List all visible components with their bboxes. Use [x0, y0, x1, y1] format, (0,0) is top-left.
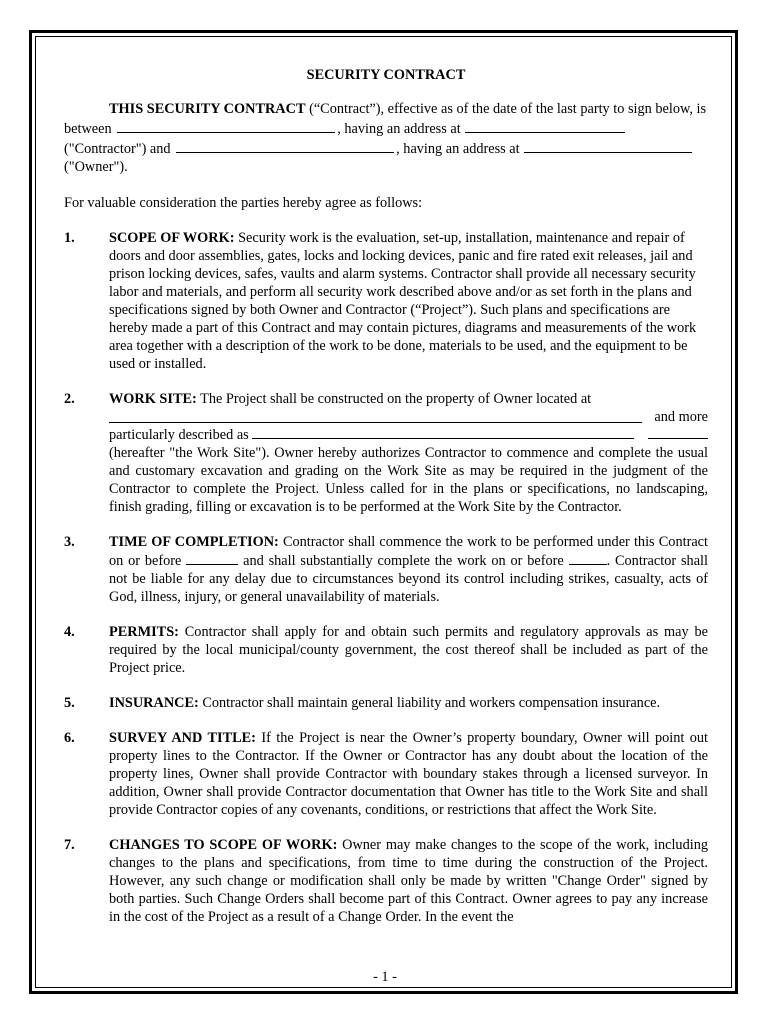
section-text: Contractor shall apply for and obtain such permits and regulatory approvals as may be required by the local municipal/county government, the cost thereof shall be included as part of the Project price. [109, 624, 708, 676]
section-text-continued: (hereafter "the Work Site"). Owner hereby authorizes Contractor to commence and complete the usual and customary excavation and grading on the Work Site as may be required in the judgment of the Contractor to complete the Project. Unless called for in the plans or specifications, no landscaping, finish grading, filling or excavation is to be performed at the Work Site by the Contractor. [109, 445, 708, 515]
section-survey-and-title [64, 729, 708, 819]
section-text: . Contractor shall not be liable for any delay due to circumstances beyond its control including strikes, casualty, acts of God, illness, injury, or general unavailability of materials. [109, 553, 708, 605]
owner-label: ("Owner"). [64, 159, 128, 175]
section-time-of-completion [64, 533, 708, 606]
intro-paragraph [64, 100, 708, 176]
address-label-2: , having an address at [396, 141, 520, 157]
intro-text: (“Contract”), effective as of the date of the last party to sign below, is between [64, 101, 707, 137]
and-more-text: and more [654, 409, 708, 425]
section-text: and shall substantially complete the work on or before [243, 553, 564, 569]
section-heading: INSURANCE: [109, 695, 199, 711]
section-scope-of-work [64, 229, 708, 373]
work-site-location-line [109, 408, 708, 425]
intro-lead: THIS SECURITY CONTRACT [109, 101, 306, 117]
contract-page [64, 64, 708, 926]
section-text: The Project shall be constructed on the property of Owner located at [196, 391, 592, 407]
contractor-and-label: ("Contractor") and [64, 141, 171, 157]
owner-name-blank[interactable] [176, 138, 394, 153]
section-text: Contractor shall commence the work to be performed under this Contract on or before [109, 534, 708, 569]
section-number: 1. [64, 230, 75, 246]
work-site-description-blank[interactable] [252, 425, 634, 439]
section-work-site [64, 390, 708, 516]
section-text: Owner may make changes to the scope of the work, including changes to the plans and specifications, from time to time during the construction of the Project. However, any such change or modification shall only be made by written "Change Order" signed by both parties. Such Change Orders shall become part of this Contract. Owner agrees to pay any increase in the cost of the Project as a result of a Change Order. In the event the [109, 837, 708, 925]
section-heading: SCOPE OF WORK: [109, 230, 235, 246]
address-label-1: , having an address at [337, 121, 461, 137]
section-number: 3. [64, 534, 75, 550]
contractor-address-blank[interactable] [465, 118, 625, 133]
section-number: 2. [64, 391, 75, 407]
consideration-text: For valuable consideration the parties hereby agree as follows: [64, 195, 423, 211]
section-heading: CHANGES TO SCOPE OF WORK: [109, 837, 338, 853]
section-changes-to-scope [64, 836, 708, 926]
section-text: Security work is the evaluation, set-up, installation, maintenance and repair of doors and door assemblies, gates, locks and locking devices, panic and fire rated exit releases, jail and prison locking devices, safes, vaults and alarm systems. Contractor shall provide all necessary security labor and materials, and perform all security work described above and/or as set forth in the plans and specifications signed by both Owner and Contractor (“Project”). Such plans and specifications are hereby made a part of this Contract and may contain pictures, diagrams and measurements of the work area together with a description of the work to be done, materials to be used, and the equipment to be used or installed. [109, 230, 697, 372]
work-site-location-blank[interactable] [109, 422, 642, 423]
section-text: Contractor shall maintain general liability and workers compensation insurance. [198, 695, 661, 711]
page-number: - 1 - [373, 969, 397, 985]
section-insurance [64, 694, 708, 712]
section-number: 6. [64, 730, 75, 746]
section-heading: WORK SITE: [109, 391, 197, 407]
section-heading: PERMITS: [109, 624, 179, 640]
section-permits [64, 623, 708, 677]
work-site-description-tail-blank[interactable] [648, 425, 708, 439]
document-title: SECURITY CONTRACT [306, 67, 466, 83]
section-number: 5. [64, 695, 75, 711]
contractor-name-blank[interactable] [117, 118, 335, 133]
completion-date-blank[interactable] [569, 551, 607, 565]
particularly-described-label: particularly described as [109, 427, 249, 443]
section-number: 7. [64, 837, 75, 853]
start-date-blank[interactable] [186, 551, 238, 565]
section-heading: TIME OF COMPLETION: [109, 534, 279, 550]
section-number: 4. [64, 624, 75, 640]
section-heading: SURVEY AND TITLE: [109, 730, 256, 746]
owner-address-blank[interactable] [524, 138, 692, 153]
section-text: If the Project is near the Owner’s property boundary, Owner will point out property lines to the Contractor. If the Owner or Contractor has any doubt about the location of the property lines, Owner shall provide Contractor with boundary stakes through a licensed surveyor. In addition, Owner shall provide Contractor documentation that Owner has title to the Work Site and shall provide Contractor copies of any covenants, conditions, or restrictions that affect the Work Site. [109, 730, 708, 818]
